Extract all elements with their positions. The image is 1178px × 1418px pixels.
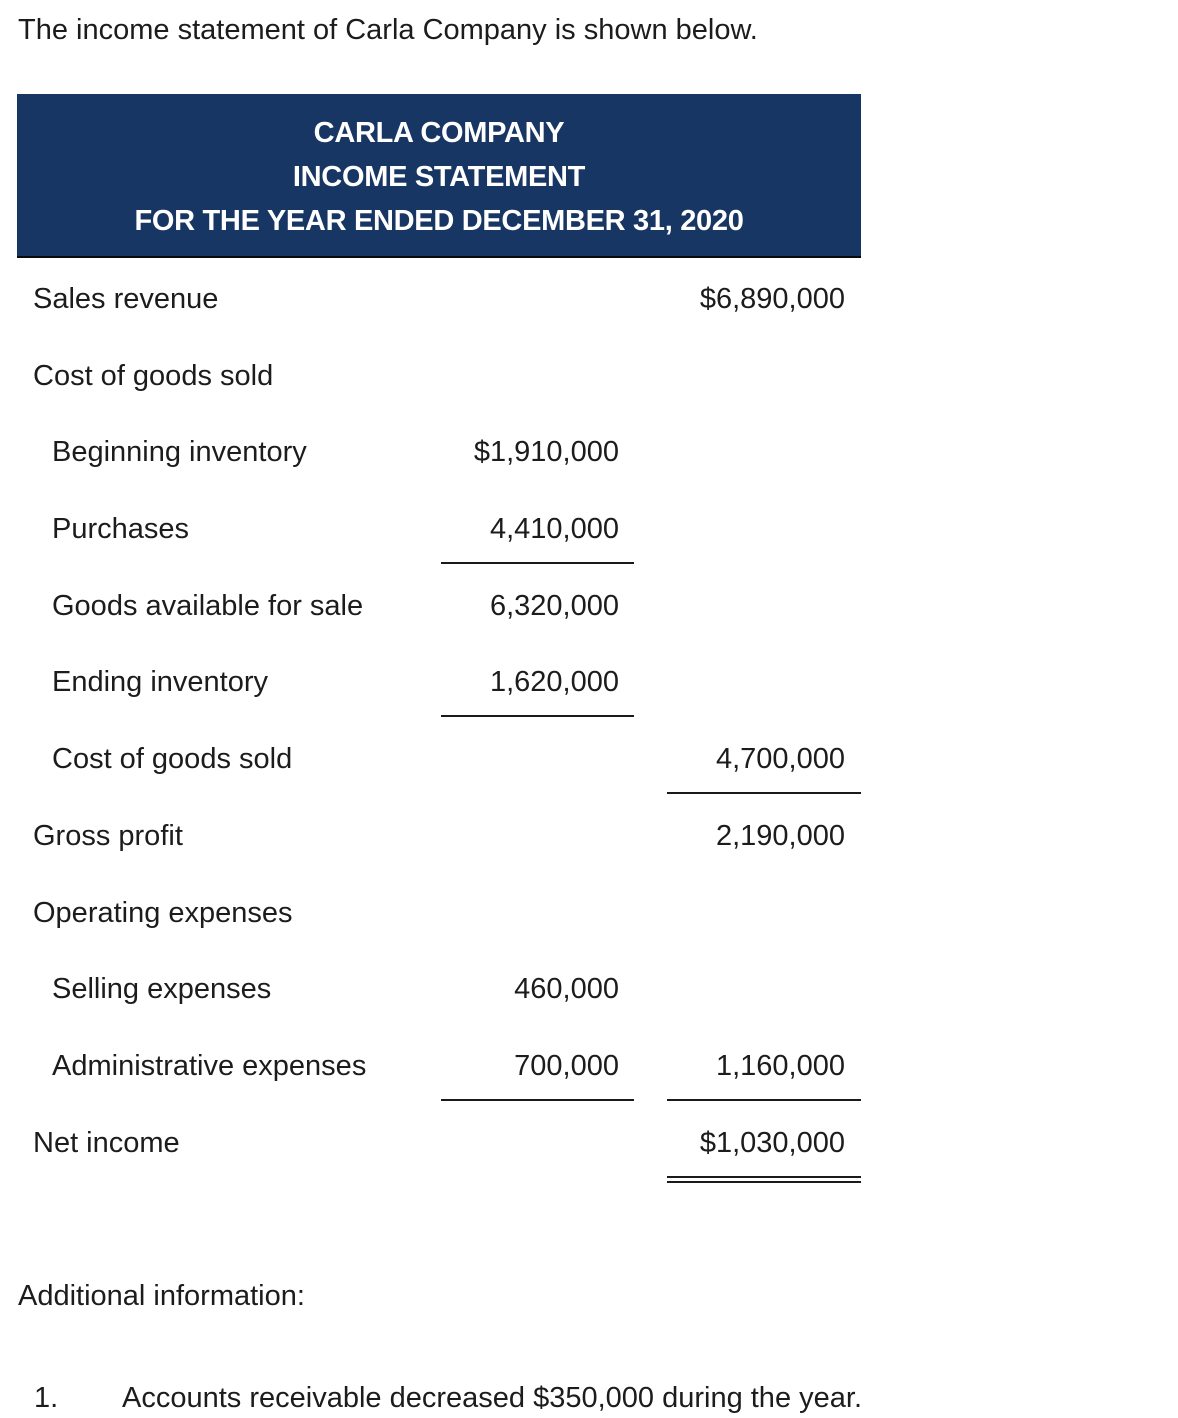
row-label: Ending inventory bbox=[52, 666, 269, 699]
row-gross-profit bbox=[17, 795, 861, 872]
row-sales-revenue bbox=[17, 258, 861, 335]
statement-header bbox=[17, 94, 861, 258]
additional-info-heading: Additional information: bbox=[18, 1280, 305, 1312]
list-item bbox=[34, 1378, 862, 1418]
row-label: Goods available for sale bbox=[52, 589, 364, 622]
row-label: Purchases bbox=[52, 513, 190, 546]
row-amount-col2: $6,890,000 bbox=[699, 283, 845, 315]
row-label: Sales revenue bbox=[33, 283, 219, 315]
row-amount-col1: $1,910,000 bbox=[473, 436, 619, 469]
row-ending-inventory bbox=[17, 641, 861, 718]
row-label: Operating expenses bbox=[33, 896, 293, 929]
row-net-income bbox=[17, 1102, 861, 1179]
row-operating-expenses-heading bbox=[17, 872, 861, 949]
underline-rule bbox=[667, 792, 861, 794]
double-underline-rule bbox=[667, 1176, 861, 1178]
statement-title: INCOME STATEMENT bbox=[292, 161, 586, 193]
underline-rule bbox=[441, 562, 634, 564]
row-cost-of-goods-sold bbox=[17, 718, 861, 795]
row-label: Administrative expenses bbox=[52, 1049, 367, 1082]
company-name: CARLA COMPANY bbox=[313, 117, 565, 149]
row-amount-col1: 4,410,000 bbox=[489, 513, 619, 546]
row-amount-col1: 460,000 bbox=[514, 973, 619, 1006]
statement-period: FOR THE YEAR ENDED DECEMBER 31, 2020 bbox=[134, 205, 744, 237]
list-item-number: 1. bbox=[34, 1382, 59, 1414]
row-purchases bbox=[17, 488, 861, 565]
row-selling-expenses bbox=[17, 948, 861, 1025]
row-beginning-inventory bbox=[17, 411, 861, 488]
row-label: Selling expenses bbox=[52, 973, 272, 1006]
row-label: Beginning inventory bbox=[52, 436, 307, 469]
row-label: Cost of goods sold bbox=[33, 359, 274, 392]
row-amount-col1: 700,000 bbox=[514, 1049, 619, 1082]
row-label: Cost of goods sold bbox=[52, 743, 293, 776]
row-amount-col2: 2,190,000 bbox=[715, 819, 845, 852]
underline-rule bbox=[441, 1099, 634, 1101]
row-amount-col2: $1,030,000 bbox=[699, 1126, 845, 1159]
row-cost-of-goods-sold-heading bbox=[17, 335, 861, 412]
row-goods-available bbox=[17, 565, 861, 642]
row-label: Gross profit bbox=[33, 819, 183, 852]
row-amount-col2: 4,700,000 bbox=[715, 743, 845, 776]
income-statement bbox=[17, 94, 861, 1178]
underline-rule bbox=[441, 715, 634, 717]
row-amount-col1: 1,620,000 bbox=[489, 666, 619, 699]
row-amount-col1: 6,320,000 bbox=[489, 589, 619, 622]
intro-text: The income statement of Carla Company is shown below. bbox=[18, 14, 758, 46]
underline-rule bbox=[667, 1099, 861, 1101]
list-item-text: Accounts receivable decreased $350,000 during the year. bbox=[122, 1382, 862, 1414]
row-amount-col2: 1,160,000 bbox=[715, 1049, 845, 1082]
row-administrative-expenses bbox=[17, 1025, 861, 1102]
row-label: Net income bbox=[33, 1126, 180, 1159]
